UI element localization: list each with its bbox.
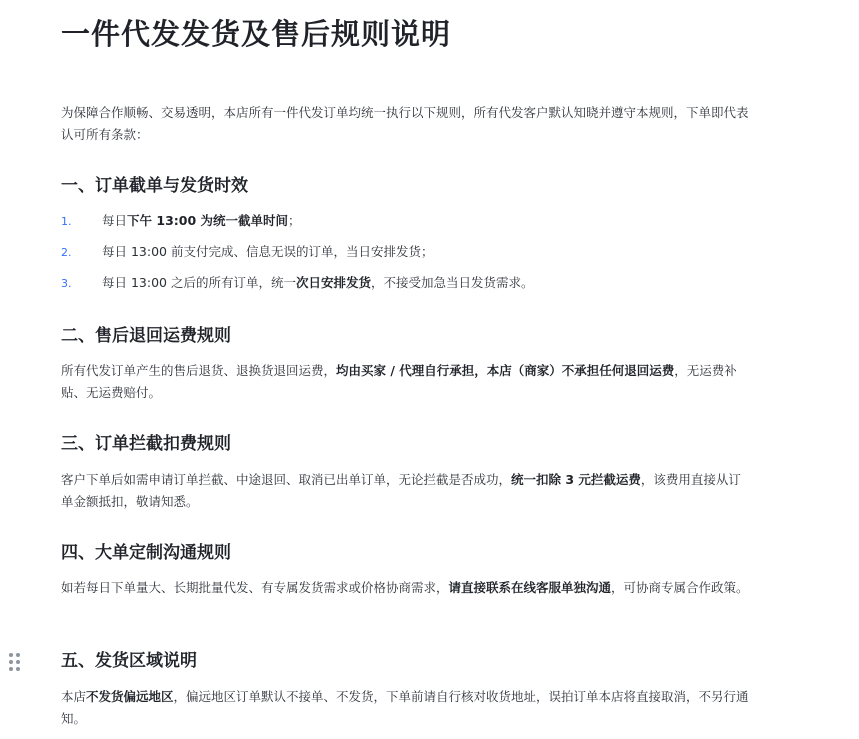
list-bold-text: 次日安排发货 [295, 275, 371, 290]
section-3-heading[interactable]: 三、订单拦截扣费规则 [61, 434, 231, 454]
paragraph-bold-text: 请直接联系在线客服单独沟通 [448, 580, 612, 595]
section-2-paragraph[interactable] [61, 360, 751, 404]
section-4-paragraph[interactable] [61, 577, 751, 599]
paragraph-text-end: ，该费用直接从订单金额抵扣，敬请知悉。 [61, 472, 741, 509]
section-3-paragraph[interactable] [61, 469, 751, 513]
paragraph-bold-text: 均由买家 / 代理自行承担，本店（商家）不承担任何退回运费 [336, 363, 675, 378]
paragraph-text-end: ，偏远地区订单默认不接单、不发货，下单前请自行核对收货地址，误拍订单本店将直接取消，不另行通知。 [61, 689, 749, 726]
list-text: 每日 13:00 之后的所有订单，统一 [102, 275, 296, 290]
paragraph-text-end: ，可协商专属合作政策。 [611, 580, 749, 595]
paragraph-bold-text: 不发货偏远地区 [86, 689, 174, 704]
paragraph-bold-text: 统一扣除 3 元拦截运费 [511, 472, 641, 487]
list-number: 1. [61, 215, 72, 228]
section-4-heading[interactable]: 四、大单定制沟通规则 [61, 543, 231, 563]
list-text-end: ，不接受加急当日发货需求。 [371, 275, 534, 290]
paragraph-text: 如若每日下单量大、长期批量代发、有专属发货需求或价格协商需求， [61, 580, 449, 595]
list-text-end: ； [288, 213, 301, 228]
drag-handle-icon[interactable] [9, 653, 21, 673]
list-item[interactable] [61, 242, 433, 263]
paragraph-text: 所有代发订单产生的售后退货、退换货退回运费， [61, 363, 337, 378]
document-title[interactable]: 一件代发发货及售后规则说明 [61, 17, 452, 51]
list-text: 每日 [102, 213, 128, 228]
section-5-heading[interactable]: 五、发货区域说明 [61, 651, 197, 671]
list-bold-text: 下午 13:00 为统一截单时间 [127, 213, 289, 228]
section-5-paragraph[interactable] [61, 686, 751, 730]
list-item[interactable] [61, 211, 301, 232]
paragraph-text: 客户下单后如需申请订单拦截、中途退回、取消已出单订单，无论拦截是否成功， [61, 472, 512, 487]
list-item[interactable] [61, 273, 534, 294]
list-number: 3. [61, 277, 72, 290]
paragraph-text: 本店 [61, 689, 87, 704]
intro-paragraph[interactable]: 为保障合作顺畅、交易透明，本店所有一件代发订单均统一执行以下规则，所有代发客户默认知晓并遵守本规则，下单即代表认可所有条款： [61, 105, 749, 142]
section-1-heading[interactable]: 一、订单截单与发货时效 [61, 176, 248, 196]
list-number: 2. [61, 246, 72, 259]
paragraph-text-end: ，无运费补贴、无运费赔付。 [61, 363, 737, 400]
section-2-heading[interactable]: 二、售后退回运费规则 [61, 326, 231, 346]
list-text: 每日 13:00 前支付完成、信息无误的订单，当日安排发货； [102, 244, 434, 259]
